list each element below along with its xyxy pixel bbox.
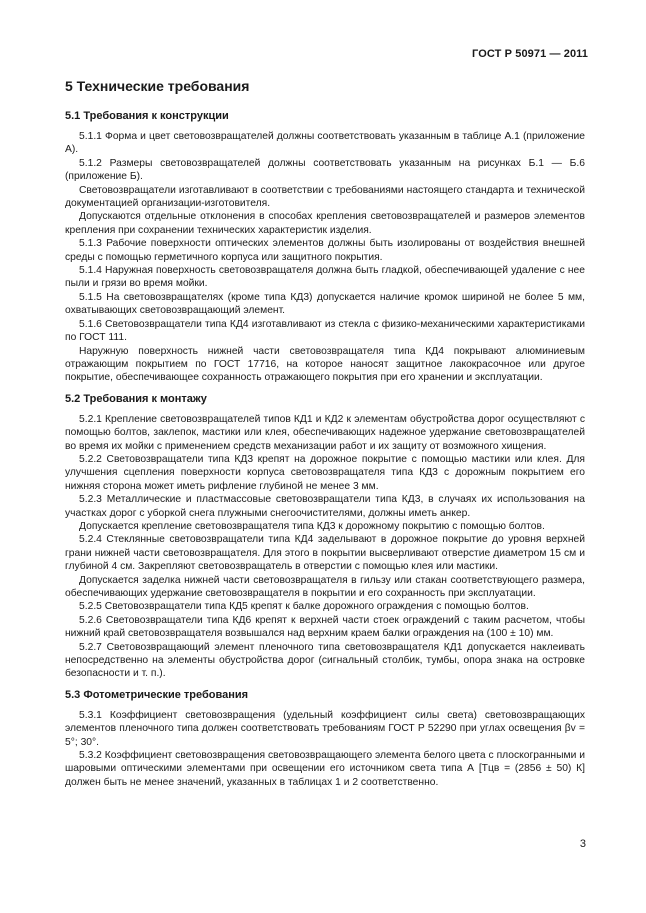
paragraph: Допускается крепление световозвращателя типа КД3 к дорожному покрытию с помощью болтов.: [79, 520, 545, 532]
paragraph: Допускаются отдельные отклонения в способах крепления световозвращателей и размеров элементов крепления при сохранении технических характеристик изделия.: [65, 211, 585, 236]
paragraph: 5.1.2 Размеры световозвращателей должны соответствовать указанным на рисунках Б.1 — Б.6 (приложение Б).: [65, 157, 585, 183]
paragraph: 5.2.4 Стеклянные световозвращатели типа КД4 заделывают в дорожное покрытие до уровня верхней грани нижней части световозвращателя. Для этого в покрытии высверливают отверстие диаметром 15 см и глубиной 4 см. Закрепляют световозвращатель в отверстии с помощью клея или мастики.: [65, 534, 585, 573]
section-title: 5 Технические требования: [65, 78, 250, 94]
paragraph: 5.1.5 На световозвращателях (кроме типа КД3) допускается наличие кромок шириной не более 5 мм, охватывающих световозвращающий элемент.: [65, 291, 585, 317]
paragraph: 5.3.1 Коэффициент световозвращения (удельный коэффициент силы света) световозвращающих элементов пленочного типа должен соответствовать требованиям ГОСТ Р 52290 при углах освещения βv = 5°; 30°.: [65, 709, 585, 748]
paragraph: 5.2.6 Световозвращатели типа КД6 крепят к верхней части стоек ограждений с таким расчетом, чтобы нижний край световозвращателя возвышался над верхним краем балки ограждения на (100 ± 10) мм.: [65, 614, 585, 640]
subsection-title-5-1: 5.1 Требования к конструкции: [65, 110, 229, 122]
paragraph: Наружную поверхность нижней части световозвращателя типа КД4 покрывают алюминиевым отражающим покрытием по ГОСТ 17716, на которое наносят защитное лакокрасочное или другое покрытие, обеспечивающее сохранность отражающего покрытия при его хранении и эксплуатации.: [65, 345, 585, 384]
paragraph: Световозвращатели изготавливают в соответствии с требованиями настоящего стандарта и технической документацией организации-изготовителя.: [65, 184, 585, 210]
paragraph: 5.1.3 Рабочие поверхности оптических элементов должны быть изолированы от воздействия внешней среды с помощью герметичного корпуса или защитного покрытия.: [65, 238, 585, 263]
page-number: 3: [579, 838, 586, 850]
subsection-title-5-3: 5.3 Фотометрические требования: [65, 688, 249, 701]
document-body: [65, 78, 585, 789]
standard-code: ГОСТ Р 50971 — 2011: [472, 48, 588, 60]
paragraph: 5.1.1 Форма и цвет световозвращателей должны соответствовать указанным в таблице А.1 (приложение А).: [65, 131, 585, 156]
subsection-title-5-2: 5.2 Требования к монтажу: [65, 392, 207, 405]
paragraph: 5.2.1 Крепление световозвращателей типов КД1 и КД2 к элементам обустройства дорог осуществляют с помощью болтов, заклепок, мастики или клея, обеспечивающих надежное удержание световозвращателей во время их мойки с применением средств механизации работ и их защиту от возможного хищения.: [65, 413, 585, 452]
paragraph: 5.2.2 Световозвращатели типа КД3 крепят на дорожное покрытие с помощью мастики или клея. Для улучшения сцепления поверхности корпуса световозвращателя типа КД3 с дорожным покрытием его нижняя сторона может иметь рифление глубиной не менее 3 мм.: [65, 453, 585, 492]
paragraph: 5.1.4 Наружная поверхность световозвращателя должна быть гладкой, обеспечивающей удаление с нее пыли и грязи во время мойки.: [65, 265, 585, 290]
paragraph: 5.2.3 Металлические и пластмассовые световозвращатели типа КД3, в случаях их использования на участках дорог с уборкой снега плужными снегоочистителями, должны иметь анкер.: [65, 494, 585, 519]
paragraph: 5.2.5 Световозвращатели типа КД5 крепят к балке дорожного ограждения с помощью болтов.: [79, 601, 529, 613]
paragraph: 5.2.7 Световозвращающий элемент пленочного типа световозвращателя КД1 допускается наклеивать непосредственно на элементы обустройства дорог (сигнальный столбик, тумбы, опора знака на островке безопасности и т. п.).: [65, 641, 585, 680]
paragraph: 5.3.2 Коэффициент световозвращения световозвращающего элемента белого цвета с плоскогранными и шаровыми оптическими элементами при освещении его источником света типа А [Тцв = (2856 ± 50) К] должен быть не менее значений, указанных в таблицах 1 и 2 соответственно.: [65, 750, 585, 788]
paragraph: Допускается заделка нижней части световозвращателя в гильзу или стакан соответствующего размера, обеспечивающих удержание световозвращателя в покрытии и его сохранность при эксплуатации.: [65, 574, 585, 599]
paragraph: 5.1.6 Световозвращатели типа КД4 изготавливают из стекла с физико-механическими характеристиками по ГОСТ 111.: [65, 318, 585, 344]
